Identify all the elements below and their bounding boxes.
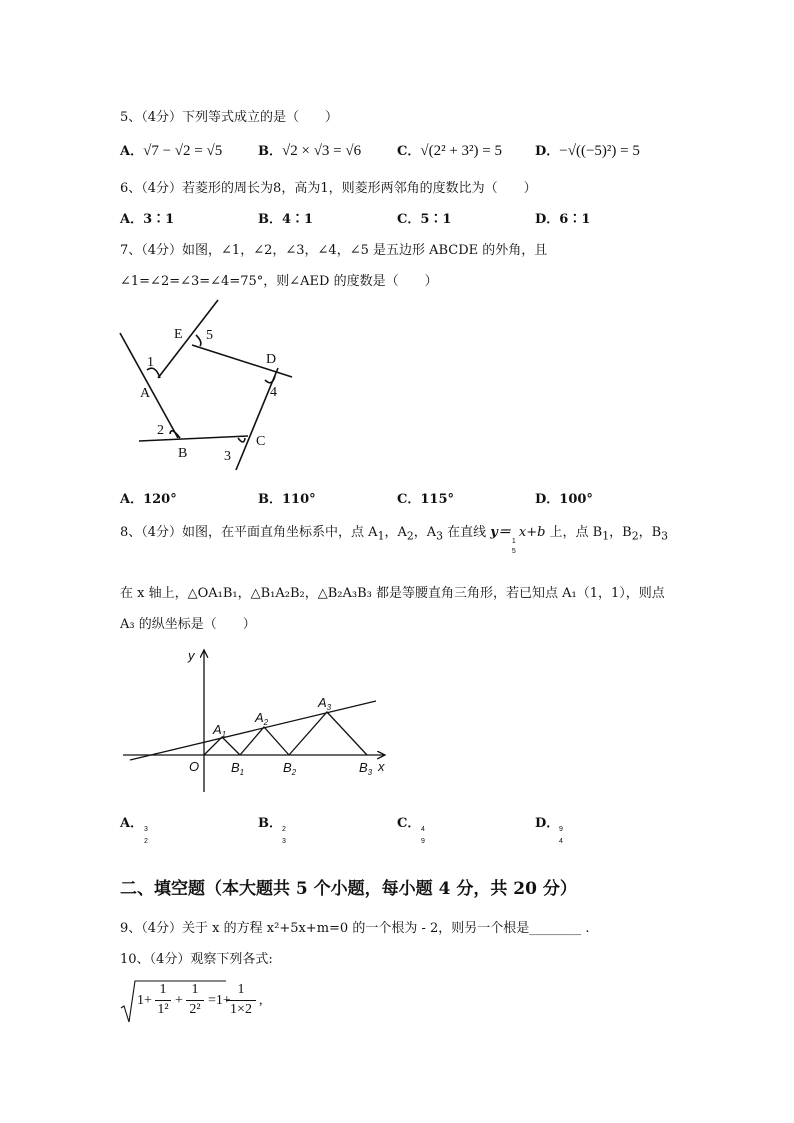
angle-5-arc: [196, 335, 201, 346]
label-b: B: [178, 446, 188, 461]
q10-frac3-num: 1: [237, 982, 245, 997]
q10-frac3-bar: [226, 1000, 256, 1001]
label-y-axis: y: [188, 648, 195, 663]
line-y-kx-b: [130, 701, 376, 760]
label-x-axis: x: [378, 759, 385, 774]
label-a3: $A_3$: [318, 695, 332, 712]
q6-option-b[interactable]: B．4∶1: [258, 212, 314, 227]
q7-option-a[interactable]: A．120°: [120, 492, 177, 507]
q5-option-a-expr: √7 − √2 = √5: [143, 143, 223, 159]
q8-stem-part-f: ，B: [609, 525, 632, 540]
q8-stem-part-g: ，B: [638, 525, 662, 540]
q8-stem-line3: A₃ 的纵坐标是（ ）: [120, 617, 256, 632]
q5-option-d[interactable]: [535, 140, 640, 160]
q8-sub-b3: 3: [661, 529, 669, 543]
q8-sub-b1: 1: [602, 529, 610, 543]
q5-option-b[interactable]: [258, 140, 361, 160]
q10-comma: ,: [259, 993, 263, 1008]
q8-option-d[interactable]: [535, 812, 563, 845]
q5-option-b-label: B．: [258, 144, 282, 159]
q5-stem: 5、（4分）下列等式成立的是（ ）: [120, 110, 339, 125]
q5-option-d-expr: −√((−5)²) = 5: [559, 143, 640, 159]
q10-formula: [120, 978, 270, 1026]
label-e: E: [174, 327, 183, 342]
label-a2: $A_2$: [255, 710, 269, 727]
q8-stem-part-a: 8、（4分）如图，在平面直角坐标系中，点 A: [120, 525, 378, 540]
label-origin: O: [189, 759, 200, 774]
q8-option-d-num: 9: [559, 826, 563, 833]
angle-2-arc: [170, 431, 180, 438]
q10-frac1-num: 1: [159, 982, 167, 997]
q7-option-c[interactable]: C．115°: [397, 492, 454, 507]
q8-slope-den: 5: [511, 548, 516, 555]
q8-stem-part-d: 在直线: [443, 525, 491, 540]
q8-option-b-label: B．: [258, 816, 282, 831]
label-angle-5: 5: [206, 328, 213, 343]
q6-option-c[interactable]: C．5∶1: [397, 212, 452, 227]
q10-frac3-den: 1×2: [230, 1002, 252, 1017]
q10-stem: 10、（4分）观察下列各式:: [120, 952, 273, 967]
label-angle-4: 4: [270, 385, 277, 400]
q8-line-y: y＝: [490, 525, 511, 540]
q8-option-d-den: 4: [559, 838, 563, 845]
q10-frac1-bar: [155, 1000, 171, 1001]
pentagon-figure: [110, 295, 310, 480]
q8-option-c[interactable]: [397, 812, 425, 845]
q8-stem-part-c: ，A: [413, 525, 437, 540]
coordinate-figure: [120, 643, 390, 793]
q8-sub-a3: 3: [436, 529, 444, 543]
line-cd-extended: [192, 345, 292, 377]
q7-stem-line1: 7、（4分）如图，∠1，∠2，∠3，∠4，∠5 是五边形 ABCDE 的外角，且: [120, 243, 548, 258]
q6-stem: 6、（4分）若菱形的周长为8，高为1，则菱形两邻角的度数比为（ ）: [120, 181, 537, 196]
q8-sub-a1: 1: [377, 529, 385, 543]
q10-term-one: 1+: [137, 993, 152, 1008]
q6-option-d[interactable]: D．6∶1: [535, 212, 591, 227]
q7-option-b[interactable]: B．110°: [258, 492, 316, 507]
q10-frac2-bar: [186, 1000, 204, 1001]
q10-frac2-den: 2²: [189, 1002, 201, 1017]
q8-option-a-den: 2: [144, 838, 148, 845]
label-b2: $B_2$: [283, 760, 297, 777]
q8-option-a[interactable]: [120, 812, 148, 845]
q6-option-a[interactable]: A．3∶1: [120, 212, 175, 227]
label-b3: $B_3$: [359, 760, 373, 777]
q5-option-c-label: C．: [397, 144, 421, 159]
q8-option-c-label: C．: [397, 816, 421, 831]
q8-stem-part-e: 上，点 B: [545, 525, 603, 540]
line-bc-extended: [236, 368, 278, 470]
q5-option-d-label: D．: [535, 144, 560, 159]
q5-option-a-label: A．: [120, 144, 144, 159]
q8-option-b-den: 3: [282, 838, 286, 845]
q5-option-c-expr: √(2² + 3²) = 5: [420, 143, 502, 159]
q5-option-c[interactable]: [397, 140, 502, 160]
q8-option-b[interactable]: [258, 812, 286, 845]
q10-equals: =1+: [208, 993, 231, 1008]
q10-frac2-num: 1: [191, 982, 199, 997]
label-angle-3: 3: [224, 449, 231, 464]
label-angle-2: 2: [157, 423, 164, 438]
q5-option-a[interactable]: [120, 140, 222, 160]
triangle-oa1b1: [204, 737, 240, 755]
q8-stem-line2: 在 x 轴上，△OA₁B₁，△B₁A₂B₂，△B₂A₃B₃ 都是等腰直角三角形，若已知点 A₁（1，1），则点: [120, 586, 665, 601]
q8-stem-line1: [120, 521, 669, 555]
label-a: A: [140, 386, 151, 401]
label-angle-1: 1: [147, 355, 154, 370]
q7-stem-line2: ∠1=∠2=∠3=∠4=75°，则∠AED 的度数是（ ）: [120, 274, 438, 289]
angle-3-arc: [238, 438, 245, 442]
q8-sub-b2: 2: [631, 529, 639, 543]
q8-option-a-label: A．: [120, 816, 144, 831]
q10-frac1-den: 1²: [157, 1002, 169, 1017]
label-a1: $A_1$: [213, 722, 227, 739]
label-d: D: [266, 352, 277, 367]
q8-option-c-den: 9: [421, 838, 425, 845]
q8-line-rest: x+b: [518, 525, 546, 540]
q8-slope-num: 1: [511, 538, 516, 545]
section-2-title: 二、填空题（本大题共 5 个小题，每小题 4 分，共 20 分）: [120, 879, 577, 899]
q8-stem-part-b: ，A: [384, 525, 407, 540]
q8-option-a-num: 3: [144, 826, 148, 833]
q10-plus: +: [175, 993, 183, 1008]
line-ab-extended: [139, 436, 248, 441]
q8-option-d-label: D．: [535, 816, 560, 831]
q9-stem: 9、（4分）关于 x 的方程 x²+5x+m=0 的一个根为 - 2，则另一个根是________ .: [120, 921, 590, 936]
q8-option-c-num: 4: [421, 826, 425, 833]
q8-slope-fraction: [511, 522, 519, 555]
q8-sub-a2: 2: [406, 529, 414, 543]
label-c: C: [256, 434, 266, 449]
q7-option-d[interactable]: D．100°: [535, 492, 593, 507]
q5-option-b-expr: √2 × √3 = √6: [282, 143, 362, 159]
q8-option-b-num: 2: [282, 826, 286, 833]
label-b1: $B_1$: [231, 760, 245, 777]
